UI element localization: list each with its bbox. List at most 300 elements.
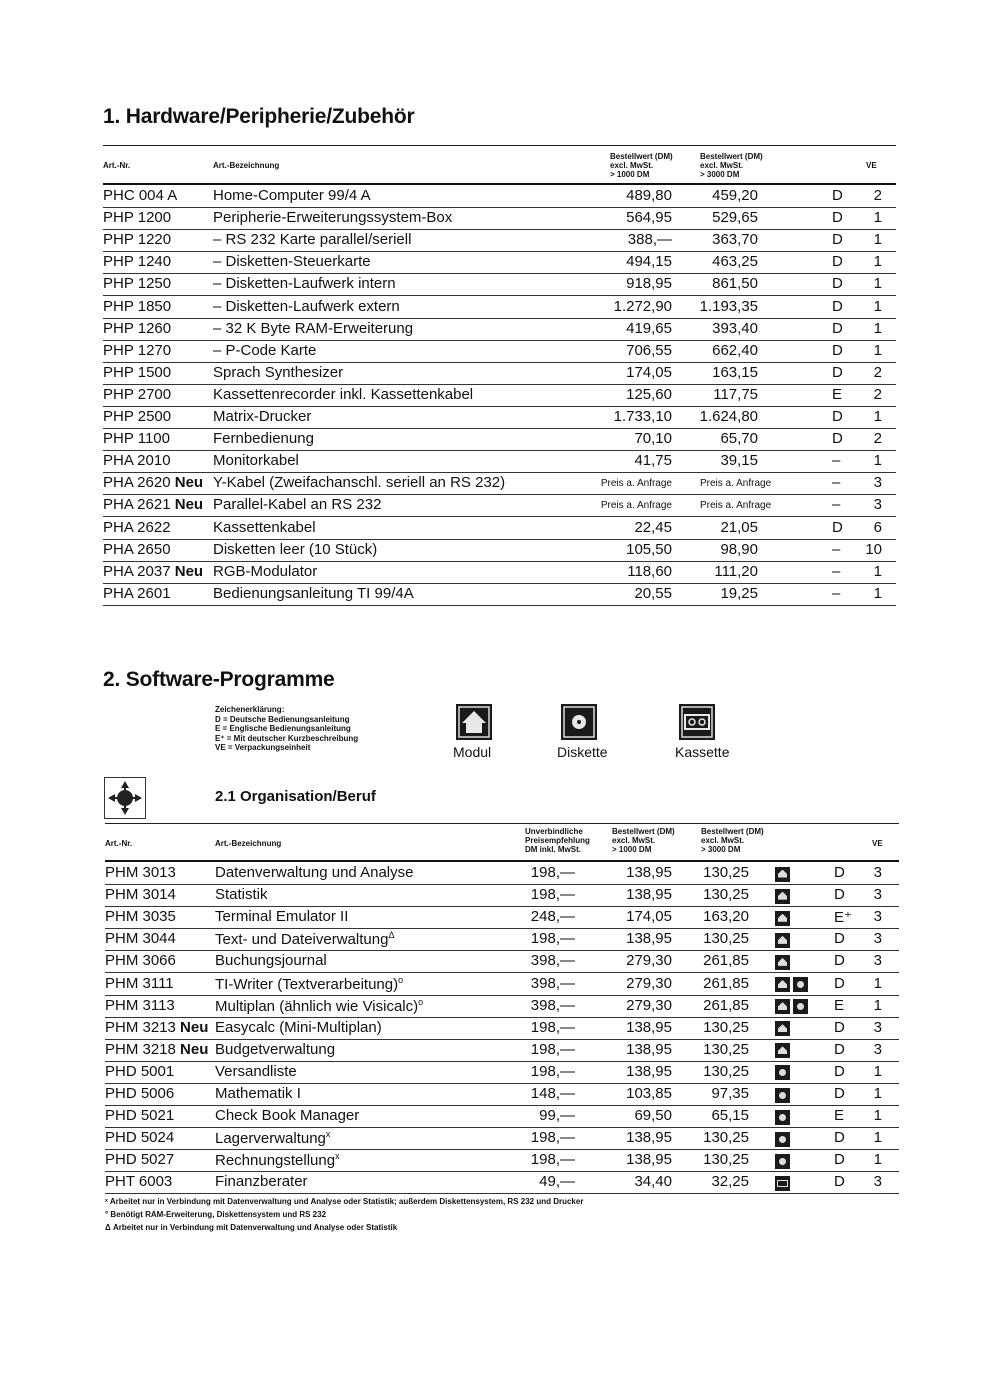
preisempfehlung: 198,— — [530, 864, 575, 881]
price-3000: 111,20 — [714, 562, 758, 580]
price-1000: 419,65 — [626, 319, 672, 337]
table-row — [105, 973, 899, 996]
language: D — [832, 187, 843, 204]
art-nr: PHT 6003 — [105, 1173, 173, 1191]
price-1000: 105,50 — [626, 540, 672, 558]
media-icons — [775, 998, 811, 1015]
price-3000: 130,25 — [703, 886, 749, 904]
price-1000: 138,95 — [626, 930, 672, 948]
price-3000: 98,90 — [720, 540, 758, 558]
price-1000: 138,95 — [626, 1062, 672, 1080]
price-1000: 706,55 — [626, 341, 672, 359]
bezeichnung: Finanzberater — [215, 1173, 308, 1191]
art-nr: PHP 1270 — [103, 341, 172, 359]
col-preisempfehlung: Unverbindliche Preisempfehlung DM inkl. MwSt. — [525, 827, 590, 854]
language: D — [834, 864, 845, 881]
art-nr: PHD 5001 — [105, 1062, 175, 1080]
preisempfehlung: 398,— — [530, 974, 575, 992]
ve: 3 — [873, 930, 882, 948]
media-icons — [775, 1042, 793, 1059]
media-icons — [775, 1152, 793, 1169]
bezeichnung: – Disketten-Laufwerk intern — [213, 275, 396, 293]
price-1000: 138,95 — [626, 1018, 672, 1036]
table-row — [105, 1039, 899, 1062]
price-1000: 118,60 — [627, 562, 672, 580]
ve: 2 — [873, 363, 882, 381]
preisempfehlung: 148,— — [530, 1085, 575, 1102]
art-nr: PHP 1100 — [103, 430, 170, 448]
col-ve: VE — [866, 161, 877, 170]
table-row — [103, 428, 896, 451]
price-3000: 261,85 — [703, 952, 749, 970]
col-art-nr: Art.-Nr. — [105, 839, 133, 848]
price-1000: 494,15 — [626, 253, 672, 271]
bezeichnung: – Disketten-Laufwerk extern — [213, 297, 400, 315]
price-3000: 393,40 — [712, 319, 758, 337]
language: – — [832, 496, 841, 514]
preisempfehlung: 49,— — [539, 1173, 575, 1191]
ve: 1 — [873, 1151, 882, 1169]
neu-badge: Neu — [180, 1018, 209, 1036]
price-1000: 174,05 — [626, 363, 672, 381]
art-nr: PHM 3014 — [105, 886, 176, 904]
art-nr: PHD 5024 — [105, 1129, 175, 1147]
table-row — [103, 318, 896, 341]
price-1000: 138,95 — [626, 864, 672, 881]
price-1000: 138,95 — [626, 886, 672, 904]
organisation-icon — [104, 777, 146, 819]
col-bestellwert-3000: Bestellwert (DM) excl. MwSt. > 3000 DM — [700, 152, 763, 179]
modul-icon — [775, 955, 790, 970]
divider — [105, 823, 899, 824]
media-icons — [775, 909, 793, 926]
art-nr: PHM 3044 — [105, 930, 176, 948]
section1-title: 1. Hardware/Peripherie/Zubehör — [103, 105, 415, 128]
footnote-mark: o — [398, 974, 404, 985]
price-3000: 19,25 — [720, 584, 758, 602]
price-1000: Preis a. Anfrage — [600, 478, 672, 490]
art-nr: PHA 2622 — [103, 518, 171, 536]
language: E — [834, 1107, 845, 1125]
table-row — [103, 229, 896, 252]
ve: 1 — [873, 452, 882, 470]
table-row — [105, 1083, 899, 1106]
bezeichnung: Budgetverwaltung — [215, 1040, 336, 1058]
art-nr: PHM 3013 — [105, 864, 176, 881]
modul-icon — [775, 933, 790, 948]
media-icons — [775, 1086, 793, 1103]
language: D — [834, 952, 845, 970]
diskette-icon — [775, 1065, 790, 1080]
bezeichnung: Terminal Emulator II — [215, 908, 349, 926]
art-nr: PHM 3066 — [105, 952, 176, 970]
table-row — [105, 906, 899, 929]
bezeichnung: Parallel-Kabel an RS 232 — [213, 496, 382, 514]
bezeichnung: Fernbedienung — [213, 430, 314, 448]
preisempfehlung: 398,— — [530, 996, 575, 1014]
table-row — [103, 362, 896, 385]
table-row — [105, 1171, 899, 1194]
bezeichnung: Home-Computer 99/4 A — [213, 187, 371, 204]
neu-badge: Neu — [174, 496, 204, 514]
table-row — [103, 539, 896, 562]
ve: 1 — [873, 319, 882, 337]
art-nr: PHA 2601 — [103, 584, 171, 602]
price-3000: 39,15 — [720, 452, 758, 470]
ve: 1 — [873, 562, 882, 580]
preisempfehlung: 198,— — [530, 930, 575, 948]
table-row — [105, 995, 899, 1018]
legend: Zeichenerklärung: D = Deutsche Bedienungsanleitung E = Englische Bedienungsanleitung E⁺ = Mit deutscher Kurzbeschreibung VE = Verpackungseinheit — [215, 705, 359, 752]
bezeichnung: Kassettenkabel — [213, 518, 316, 536]
price-3000: 97,35 — [711, 1085, 749, 1102]
price-3000: 1.624,80 — [699, 408, 758, 425]
bezeichnung: Statistik — [215, 886, 268, 904]
preisempfehlung: 198,— — [530, 1151, 575, 1169]
diskette-icon — [561, 704, 597, 740]
price-3000: 21,05 — [720, 518, 758, 536]
language: D — [832, 231, 843, 249]
bezeichnung: RGB-Modulator — [213, 562, 318, 580]
art-nr: PHC 004 A — [103, 187, 178, 204]
bezeichnung: Kassettenrecorder inkl. Kassettenkabel — [213, 385, 474, 403]
ve: 3 — [873, 886, 882, 904]
price-3000: 130,25 — [703, 930, 749, 948]
art-nr: PHA 2010 — [103, 452, 171, 470]
table-row — [103, 296, 896, 319]
art-nr: PHA 2037 Neu — [103, 562, 204, 580]
table-row — [105, 1127, 899, 1150]
footnote-mark: x — [325, 1129, 331, 1140]
language: D — [834, 1018, 845, 1036]
preisempfehlung: 198,— — [530, 1040, 575, 1058]
modul-icon — [775, 999, 790, 1014]
language: D — [834, 1151, 845, 1169]
price-3000: Preis a. Anfrage — [700, 500, 772, 512]
ve: 1 — [873, 996, 882, 1014]
price-1000: 1.733,10 — [613, 408, 672, 425]
ve: 1 — [873, 1085, 882, 1102]
ve: 1 — [873, 297, 882, 315]
footnote: Δ Arbeitet nur in Verbindung mit Datenverwaltung und Analyse oder Statistik — [105, 1223, 398, 1232]
ve: 3 — [873, 1040, 882, 1058]
price-3000: 163,15 — [712, 363, 758, 381]
ve: 1 — [873, 974, 882, 992]
table-row — [105, 928, 899, 951]
media-icons — [775, 1130, 793, 1147]
language: D — [832, 319, 843, 337]
ve: 1 — [873, 1107, 882, 1125]
preisempfehlung: 198,— — [530, 1129, 575, 1147]
section2-title: 2. Software-Programme — [103, 668, 335, 691]
table-row — [103, 406, 896, 429]
price-3000: 32,25 — [711, 1173, 749, 1191]
kassette-label: Kassette — [675, 744, 730, 760]
art-nr: PHA 2650 — [103, 540, 171, 558]
bezeichnung: Bedienungsanleitung TI 99/4A — [213, 584, 414, 602]
ve: 10 — [865, 540, 882, 558]
art-nr: PHP 2500 — [103, 408, 172, 425]
language: D — [832, 518, 843, 536]
price-1000: 279,30 — [626, 996, 672, 1014]
table-row — [103, 384, 896, 407]
ve: 3 — [873, 1173, 882, 1191]
bezeichnung: Check Book Manager — [215, 1107, 360, 1125]
ve: 1 — [873, 584, 882, 602]
price-1000: 69,50 — [634, 1107, 672, 1125]
language: D — [832, 408, 843, 425]
table-row — [103, 472, 896, 495]
ve: 1 — [873, 341, 882, 359]
table-row — [105, 1149, 899, 1172]
media-icons — [775, 931, 793, 948]
kassette-icon — [679, 704, 715, 740]
language: D — [832, 430, 843, 448]
table-row — [103, 207, 896, 230]
price-3000: 861,50 — [712, 275, 758, 293]
art-nr: PHD 5006 — [105, 1085, 175, 1102]
price-3000: 65,15 — [711, 1107, 749, 1125]
diskette-label: Diskette — [557, 744, 608, 760]
bezeichnung: Peripherie-Erweiterungssystem-Box — [213, 209, 453, 227]
ve: 1 — [873, 408, 882, 425]
preisempfehlung: 398,— — [530, 952, 575, 970]
ve: 1 — [873, 275, 882, 293]
preisempfehlung: 198,— — [530, 1018, 575, 1036]
price-1000: 174,05 — [626, 908, 672, 926]
diskette-icon — [793, 999, 808, 1014]
language: E⁺ — [834, 909, 852, 927]
table-row — [105, 884, 899, 907]
table-row — [105, 1017, 899, 1040]
price-1000: 138,95 — [626, 1040, 672, 1058]
bezeichnung: Datenverwaltung und Analyse — [215, 864, 414, 881]
modul-icon — [775, 889, 790, 904]
price-1000: 41,75 — [634, 452, 672, 470]
media-icons — [775, 887, 793, 904]
price-3000: 130,25 — [703, 1062, 749, 1080]
ve: 3 — [873, 474, 882, 492]
bezeichnung: Mathematik I — [215, 1085, 301, 1102]
language: E — [832, 385, 843, 403]
price-1000: 138,95 — [626, 1151, 672, 1169]
price-3000: 163,20 — [703, 908, 749, 926]
price-3000: 459,20 — [712, 187, 758, 204]
divider — [103, 145, 896, 146]
footnote-mark: o — [418, 996, 424, 1007]
bezeichnung: Versandliste — [215, 1062, 297, 1080]
ve: 3 — [873, 908, 882, 926]
bezeichnung: – 32 K Byte RAM-Erweiterung — [213, 319, 414, 337]
media-icons — [775, 976, 811, 993]
table-row — [103, 494, 896, 517]
price-1000: 279,30 — [626, 952, 672, 970]
price-3000: 130,25 — [703, 1040, 749, 1058]
col-ve: VE — [872, 839, 883, 848]
modul-icon — [775, 1021, 790, 1036]
ve: 1 — [873, 231, 882, 249]
table-row — [105, 862, 899, 885]
art-nr: PHM 3111 — [105, 974, 174, 992]
ve: 1 — [873, 1062, 882, 1080]
ve: 2 — [873, 187, 882, 204]
price-1000: 70,10 — [634, 430, 672, 448]
price-3000: 463,25 — [712, 253, 758, 271]
ve: 3 — [873, 1018, 882, 1036]
price-1000: 489,80 — [626, 187, 672, 204]
diskette-icon — [775, 1132, 790, 1147]
art-nr: PHA 2620 Neu — [103, 474, 204, 492]
preisempfehlung: 248,— — [530, 908, 575, 926]
modul-icon — [456, 704, 492, 740]
art-nr: PHP 1500 — [103, 363, 172, 381]
language: D — [832, 341, 843, 359]
art-nr: PHM 3113 — [105, 996, 175, 1014]
art-nr: PHP 1260 — [103, 319, 172, 337]
media-icons — [775, 953, 793, 970]
ve: 2 — [873, 430, 882, 448]
diskette-icon — [775, 1110, 790, 1125]
ve: 3 — [873, 496, 882, 514]
language: D — [832, 209, 843, 227]
language: – — [832, 474, 841, 492]
language: D — [834, 1085, 845, 1102]
table-row — [103, 340, 896, 363]
price-1000: 34,40 — [634, 1173, 672, 1191]
price-3000: 1.193,35 — [699, 297, 758, 315]
price-3000: 529,65 — [712, 209, 758, 227]
price-1000: 103,85 — [626, 1085, 672, 1102]
price-3000: Preis a. Anfrage — [700, 478, 772, 490]
diskette-icon — [775, 1088, 790, 1103]
price-1000: 125,60 — [626, 385, 672, 403]
language: E — [834, 996, 845, 1014]
language: – — [832, 562, 841, 580]
ve: 3 — [873, 952, 882, 970]
art-nr: PHD 5021 — [105, 1107, 175, 1125]
language: D — [832, 253, 843, 271]
bezeichnung: Multiplan (ähnlich wie Visicalc)$^o$ — [215, 996, 424, 1015]
neu-badge: Neu — [174, 562, 204, 580]
price-1000: 20,55 — [634, 584, 672, 602]
subsection-title: 2.1 Organisation/Beruf — [215, 788, 376, 805]
col-bezeichnung: Art.-Bezeichnung — [213, 161, 280, 170]
footnote: ˣ Arbeitet nur in Verbindung mit Datenverwaltung und Analyse oder Statistik; außerdem Diskettensystem, RS 232 und Drucker — [105, 1197, 584, 1206]
price-3000: 261,85 — [703, 996, 749, 1014]
price-3000: 363,70 — [712, 231, 758, 249]
bezeichnung: Lagerverwaltung$^x$ — [215, 1129, 331, 1148]
table-row — [103, 251, 896, 274]
language: D — [834, 886, 845, 904]
bezeichnung: Monitorkabel — [213, 452, 299, 470]
language: D — [834, 1062, 845, 1080]
ve: 6 — [873, 518, 882, 536]
bezeichnung: Y-Kabel (Zweifachanschl. seriell an RS 232) — [213, 474, 506, 492]
table-row — [103, 583, 896, 606]
neu-badge: Neu — [174, 474, 204, 492]
bezeichnung: Sprach Synthesizer — [213, 363, 344, 381]
language: D — [834, 974, 845, 992]
diskette-icon — [793, 977, 808, 992]
footnote: ° Benötigt RAM-Erweiterung, Diskettensystem und RS 232 — [105, 1210, 327, 1219]
art-nr: PHP 1240 — [103, 253, 172, 271]
table-row — [103, 185, 896, 208]
language: D — [834, 1129, 845, 1147]
bezeichnung: – Disketten-Steuerkarte — [213, 253, 371, 271]
language: D — [834, 1040, 845, 1058]
kassette-icon — [775, 1176, 790, 1191]
price-1000: 1.272,90 — [613, 297, 672, 315]
price-3000: 65,70 — [720, 430, 758, 448]
art-nr: PHD 5027 — [105, 1151, 175, 1169]
media-icons — [775, 865, 793, 882]
modul-icon — [775, 1043, 790, 1058]
price-3000: 130,25 — [703, 1018, 749, 1036]
media-icons — [775, 1020, 793, 1037]
price-1000: 279,30 — [626, 974, 672, 992]
art-nr: PHP 1200 — [103, 209, 172, 227]
price-1000: 564,95 — [626, 209, 672, 227]
col-art-nr: Art.-Nr. — [103, 161, 131, 170]
price-1000: 138,95 — [626, 1129, 672, 1147]
price-1000: Preis a. Anfrage — [600, 500, 672, 512]
ve: 3 — [873, 864, 882, 881]
table-row — [103, 273, 896, 296]
language: D — [832, 275, 843, 293]
table-row — [105, 1105, 899, 1128]
price-3000: 662,40 — [712, 341, 758, 359]
col-bezeichnung: Art.-Bezeichnung — [215, 839, 282, 848]
language: – — [832, 452, 841, 470]
table-row — [105, 950, 899, 973]
language: – — [832, 584, 841, 602]
language: – — [832, 540, 841, 558]
preisempfehlung: 198,— — [530, 886, 575, 904]
neu-badge: Neu — [180, 1040, 209, 1058]
ve: 1 — [873, 253, 882, 271]
ve: 1 — [873, 1129, 882, 1147]
table-row — [103, 450, 896, 473]
footnote-mark: x — [335, 1151, 340, 1162]
col-bestellwert-1000: Bestellwert (DM) excl. MwSt. > 1000 DM — [610, 152, 673, 179]
price-3000: 117,75 — [713, 385, 758, 403]
media-icons — [775, 1174, 793, 1191]
price-3000: 130,25 — [703, 1151, 749, 1169]
price-1000: 388,— — [627, 231, 672, 249]
bezeichnung: Rechnungstellung$^x$ — [215, 1151, 340, 1170]
bezeichnung: Text- und Dateiverwaltung$^\Delta$ — [215, 930, 395, 949]
language: D — [834, 930, 845, 948]
art-nr: PHM 3218 Neu — [105, 1040, 209, 1058]
art-nr: PHP 1250 — [103, 275, 172, 293]
bezeichnung: Matrix-Drucker — [213, 408, 312, 425]
preisempfehlung: 99,— — [539, 1107, 575, 1125]
art-nr: PHP 1850 — [103, 297, 172, 315]
bezeichnung: Buchungsjournal — [215, 952, 327, 970]
modul-icon — [775, 977, 790, 992]
art-nr: PHM 3035 — [105, 908, 176, 926]
col-bestellwert-3000: Bestellwert (DM) excl. MwSt. > 3000 DM — [701, 827, 764, 854]
bezeichnung: – RS 232 Karte parallel/seriell — [213, 231, 412, 249]
bezeichnung: TI-Writer (Textverarbeitung)$^o$ — [215, 974, 404, 993]
bezeichnung: Disketten leer (10 Stück) — [213, 540, 378, 558]
art-nr: PHP 1220 — [103, 231, 172, 249]
art-nr: PHM 3213 Neu — [105, 1018, 209, 1036]
modul-icon — [775, 867, 790, 882]
diskette-icon — [775, 1154, 790, 1169]
ve: 1 — [873, 209, 882, 227]
price-3000: 130,25 — [703, 864, 749, 881]
